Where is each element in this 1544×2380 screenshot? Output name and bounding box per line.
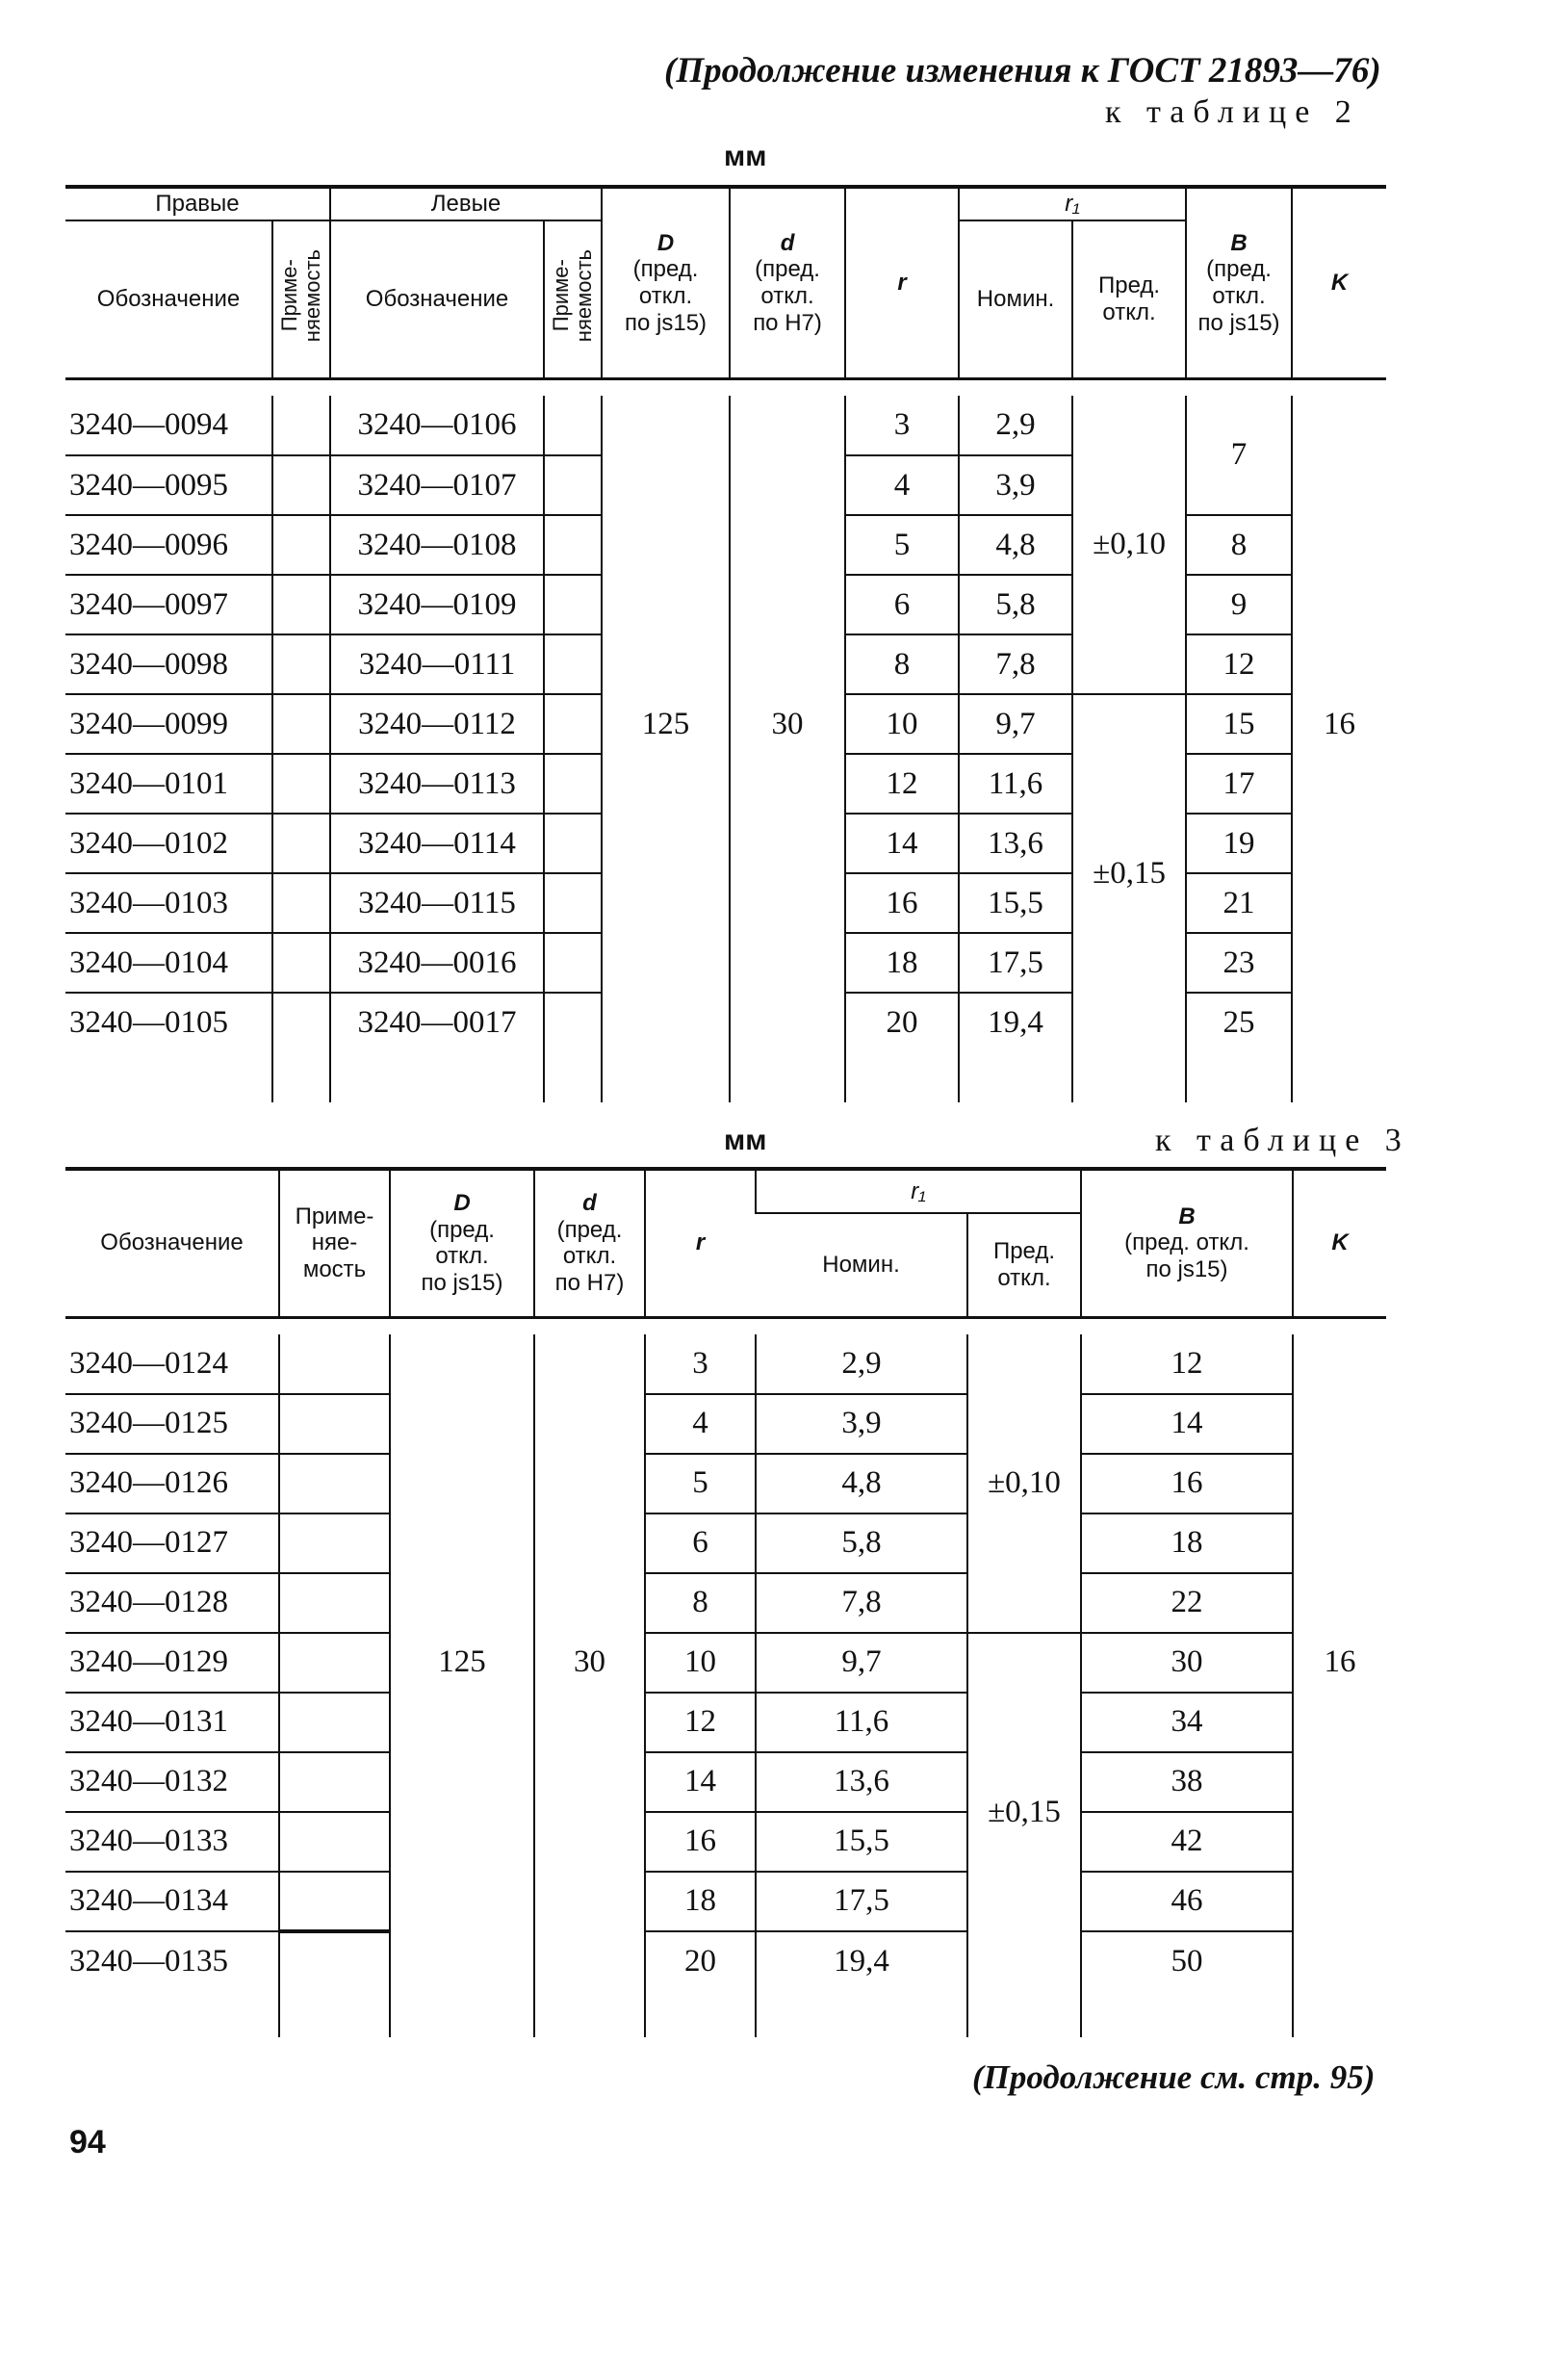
table-row — [65, 396, 1386, 455]
right-applicability — [272, 754, 330, 814]
r1-nomin: 3,9 — [959, 455, 1072, 515]
right-applicability — [272, 814, 330, 873]
table-row — [65, 1693, 1386, 1752]
right-designation: 3240—0098 — [65, 634, 272, 694]
table3-gap — [65, 1317, 1386, 1334]
B-value: 38 — [1081, 1752, 1293, 1812]
right-applicability — [272, 515, 330, 575]
header-r1-nomin: Номин. — [959, 220, 1072, 379]
designation: 3240—0129 — [65, 1633, 279, 1693]
applicability — [279, 1872, 390, 1931]
table-row — [65, 1334, 1386, 1394]
header-right-applicability: Приме- няемость — [272, 220, 330, 379]
header-r1: r₁ — [756, 1169, 1081, 1213]
designation: 3240—0131 — [65, 1693, 279, 1752]
right-designation: 3240—0105 — [69, 1005, 228, 1041]
header-r: r — [845, 187, 959, 379]
left-applicability — [544, 515, 602, 575]
continuation-title: (Продолжение изменения к ГОСТ 21893—76) — [664, 51, 1381, 91]
applicability — [279, 1454, 390, 1513]
designation: 3240—0124 — [65, 1334, 279, 1394]
applicability — [279, 1633, 390, 1693]
left-applicability — [544, 455, 602, 515]
table3-spacer — [756, 1991, 967, 2037]
applicability — [279, 1394, 390, 1454]
r1-nomin: 4,8 — [756, 1454, 967, 1513]
table2-spacer — [1292, 1052, 1386, 1102]
left-applicability — [544, 396, 602, 455]
r-value: 20 — [645, 1931, 756, 1991]
designation: 3240—0125 — [65, 1394, 279, 1454]
header-r1-pred: Пред. откл. — [1072, 220, 1186, 379]
B-value: 17 — [1186, 754, 1292, 814]
r-value: 12 — [645, 1693, 756, 1752]
D-value: 125 — [602, 396, 730, 1052]
table3-spacer — [65, 1991, 279, 2037]
header-B: B (пред. откл. по js15) — [1081, 1169, 1293, 1317]
header-B: B (пред. откл. по js15) — [1186, 187, 1292, 379]
header-D: D (пред. откл. по js15) — [602, 187, 730, 379]
table2-spacer — [1072, 1052, 1186, 1102]
table2-spacer — [1186, 1052, 1292, 1102]
table-row — [65, 1454, 1386, 1513]
table-row — [65, 1394, 1386, 1454]
table2-spacer — [602, 1052, 730, 1102]
table2-spacer — [65, 1052, 272, 1102]
table3-spacer — [1293, 1991, 1386, 2037]
table3-spacer — [1081, 1991, 1293, 2037]
left-designation: 3240—0108 — [330, 515, 544, 575]
left-designation: 3240—0109 — [330, 575, 544, 634]
B-value: 16 — [1081, 1454, 1293, 1513]
designation: 3240—0132 — [65, 1752, 279, 1812]
r1-nomin: 19,4 — [959, 993, 1072, 1052]
left-designation: 3240—0111 — [330, 634, 544, 694]
header-left-designation: Обозначение — [330, 220, 544, 379]
B-value: 42 — [1081, 1812, 1293, 1872]
right-designation: 3240—0104 — [65, 933, 272, 993]
r-value: 5 — [845, 515, 959, 575]
right-designation: 3240—0097 — [65, 575, 272, 634]
r1-nomin: 9,7 — [959, 694, 1072, 754]
r-value: 16 — [645, 1812, 756, 1872]
r1-nomin: 15,5 — [959, 873, 1072, 933]
header-r1-pred: Пред. откл. — [967, 1213, 1081, 1317]
header-applicability: Приме- няе- мость — [279, 1169, 390, 1317]
table3-unit: мм — [724, 1125, 767, 1156]
header-left: Левые — [330, 187, 602, 220]
right-applicability — [272, 575, 330, 634]
table-row — [65, 1872, 1386, 1931]
right-applicability — [272, 694, 330, 754]
left-applicability — [544, 873, 602, 933]
applicability — [279, 1752, 390, 1812]
left-applicability — [544, 754, 602, 814]
left-applicability — [544, 933, 602, 993]
r1-nomin: 11,6 — [959, 754, 1072, 814]
B-value: 18 — [1081, 1513, 1293, 1573]
table2-spacer — [730, 1052, 845, 1102]
header-left-applicability: Приме- няемость — [544, 220, 602, 379]
right-applicability — [272, 993, 330, 1052]
left-applicability — [544, 814, 602, 873]
table-row — [65, 1752, 1386, 1812]
K-value: 16 — [1292, 396, 1386, 1052]
right-designation: 3240—0102 — [65, 814, 272, 873]
left-designation: 3240—0114 — [330, 814, 544, 873]
K-value: 16 — [1293, 1334, 1386, 1991]
B-value: 23 — [1186, 933, 1292, 993]
D-value: 125 — [390, 1334, 534, 1991]
r1-nomin: 2,9 — [756, 1334, 967, 1394]
header-r1: r₁ — [959, 187, 1186, 220]
r1-nomin: 11,6 — [756, 1693, 967, 1752]
page-number: 94 — [69, 2124, 106, 2160]
r-value: 5 — [645, 1454, 756, 1513]
table-row — [65, 1573, 1386, 1633]
header-d: d (пред. откл. по H7) — [534, 1169, 645, 1317]
r1-nomin: 4,8 — [959, 515, 1072, 575]
table2-spacer — [330, 1052, 544, 1102]
r-value: 14 — [645, 1752, 756, 1812]
header-d: d (пред. откл. по H7) — [730, 187, 845, 379]
left-applicability — [544, 575, 602, 634]
r-value: 14 — [845, 814, 959, 873]
right-designation: 3240—0095 — [65, 455, 272, 515]
left-applicability — [544, 993, 602, 1052]
right-designation: 3240—0096 — [65, 515, 272, 575]
applicability — [279, 1693, 390, 1752]
right-applicability — [272, 933, 330, 993]
header-r: r — [645, 1169, 756, 1317]
table3-spacer — [390, 1991, 534, 2037]
r-value: 3 — [645, 1334, 756, 1394]
B-value: 14 — [1081, 1394, 1293, 1454]
r1-nomin: 13,6 — [756, 1752, 967, 1812]
applicability — [279, 1334, 390, 1394]
B-value: 7 — [1186, 396, 1292, 515]
r1-nomin: 5,8 — [756, 1513, 967, 1573]
table3-spacer — [967, 1991, 1081, 2037]
r1-nomin: 13,6 — [959, 814, 1072, 873]
r-value: 10 — [645, 1633, 756, 1693]
applicability — [279, 1931, 390, 1991]
r1-nomin: 7,8 — [756, 1573, 967, 1633]
right-applicability — [272, 396, 330, 455]
B-value: 19 — [1186, 814, 1292, 873]
table3-spacer — [534, 1991, 645, 2037]
right-applicability — [272, 873, 330, 933]
header-K: K — [1292, 187, 1386, 379]
r1-tolerance-2: ±0,15 — [1072, 694, 1186, 1052]
header-r1-nomin: Номин. — [756, 1213, 967, 1317]
B-value: 15 — [1186, 694, 1292, 754]
B-value: 12 — [1081, 1334, 1293, 1394]
r1-nomin: 5,8 — [959, 575, 1072, 634]
right-applicability — [272, 455, 330, 515]
designation: 3240—0134 — [65, 1872, 279, 1931]
left-designation: 3240—0017 — [330, 993, 544, 1052]
B-value: 21 — [1186, 873, 1292, 933]
r1-nomin: 7,8 — [959, 634, 1072, 694]
left-designation: 3240—0107 — [330, 455, 544, 515]
r1-nomin: 17,5 — [756, 1872, 967, 1931]
table3-reference: к таблице 3 — [1155, 1123, 1410, 1158]
table3-spacer — [279, 1991, 390, 2037]
left-designation: 3240—0106 — [330, 396, 544, 455]
continued-note: (Продолжение см. стр. 95) — [972, 2058, 1376, 2096]
d-value: 30 — [534, 1334, 645, 1991]
B-value: 9 — [1186, 575, 1292, 634]
table-2 — [65, 185, 1386, 1102]
right-designation: 3240—0103 — [65, 873, 272, 933]
header-right: Правые — [65, 187, 330, 220]
r-value: 18 — [645, 1872, 756, 1931]
right-applicability — [272, 634, 330, 694]
designation: 3240—0128 — [65, 1573, 279, 1633]
left-designation: 3240—0115 — [330, 873, 544, 933]
r-value: 6 — [645, 1513, 756, 1573]
right-designation: 3240—0099 — [65, 694, 272, 754]
r1-tolerance: ±0,10 — [1072, 396, 1186, 694]
designation: 3240—0133 — [65, 1812, 279, 1872]
left-applicability — [544, 694, 602, 754]
r-value: 4 — [645, 1394, 756, 1454]
table-row — [65, 1931, 1386, 1991]
r-value: 6 — [845, 575, 959, 634]
table2-spacer — [544, 1052, 602, 1102]
r-value: 8 — [645, 1573, 756, 1633]
r1-tolerance: ±0,10 — [967, 1334, 1081, 1633]
r1-nomin: 17,5 — [959, 933, 1072, 993]
table2-spacer — [845, 1052, 959, 1102]
r1-nomin: 3,9 — [756, 1394, 967, 1454]
applicability — [279, 1573, 390, 1633]
B-value: 12 — [1186, 634, 1292, 694]
B-value: 30 — [1081, 1633, 1293, 1693]
designation: 3240—0126 — [65, 1454, 279, 1513]
r1-nomin: 2,9 — [959, 396, 1072, 455]
B-value: 25 — [1186, 993, 1292, 1052]
r-value: 3 — [845, 396, 959, 455]
table2-spacer — [272, 1052, 330, 1102]
table2-spacer — [959, 1052, 1072, 1102]
right-designation: 3240—0101 — [65, 754, 272, 814]
designation: 3240—0135 — [69, 1943, 228, 1979]
B-value: 50 — [1081, 1931, 1293, 1991]
B-value: 34 — [1081, 1693, 1293, 1752]
header-D: D (пред. откл. по js15) — [390, 1169, 534, 1317]
table-row — [65, 1812, 1386, 1872]
r-value: 12 — [845, 754, 959, 814]
r-value: 20 — [845, 993, 959, 1052]
r-value: 4 — [845, 455, 959, 515]
right-designation: 3240—0094 — [65, 396, 272, 455]
table-row — [65, 1633, 1386, 1693]
applicability — [279, 1812, 390, 1872]
B-value: 46 — [1081, 1872, 1293, 1931]
left-designation: 3240—0112 — [330, 694, 544, 754]
table2-reference: к таблице 2 — [1105, 94, 1360, 130]
r1-tolerance-2: ±0,15 — [967, 1633, 1081, 1991]
B-value: 22 — [1081, 1573, 1293, 1633]
table3-spacer — [645, 1991, 756, 2037]
r1-nomin: 19,4 — [756, 1931, 967, 1991]
applicability — [279, 1513, 390, 1573]
designation: 3240—0127 — [65, 1513, 279, 1573]
B-value: 8 — [1186, 515, 1292, 575]
d-value: 30 — [730, 396, 845, 1052]
table-3 — [65, 1167, 1386, 2037]
header-right-designation: Обозначение — [65, 220, 272, 379]
r1-nomin: 15,5 — [756, 1812, 967, 1872]
r-value: 16 — [845, 873, 959, 933]
header-designation: Обозначение — [65, 1169, 279, 1317]
left-designation: 3240—0016 — [330, 933, 544, 993]
left-applicability — [544, 634, 602, 694]
r-value: 18 — [845, 933, 959, 993]
table2-unit: мм — [724, 141, 767, 172]
r1-nomin: 9,7 — [756, 1633, 967, 1693]
r-value: 10 — [845, 694, 959, 754]
r-value: 8 — [845, 634, 959, 694]
table-row — [65, 1513, 1386, 1573]
left-designation: 3240—0113 — [330, 754, 544, 814]
header-K: K — [1293, 1169, 1386, 1317]
